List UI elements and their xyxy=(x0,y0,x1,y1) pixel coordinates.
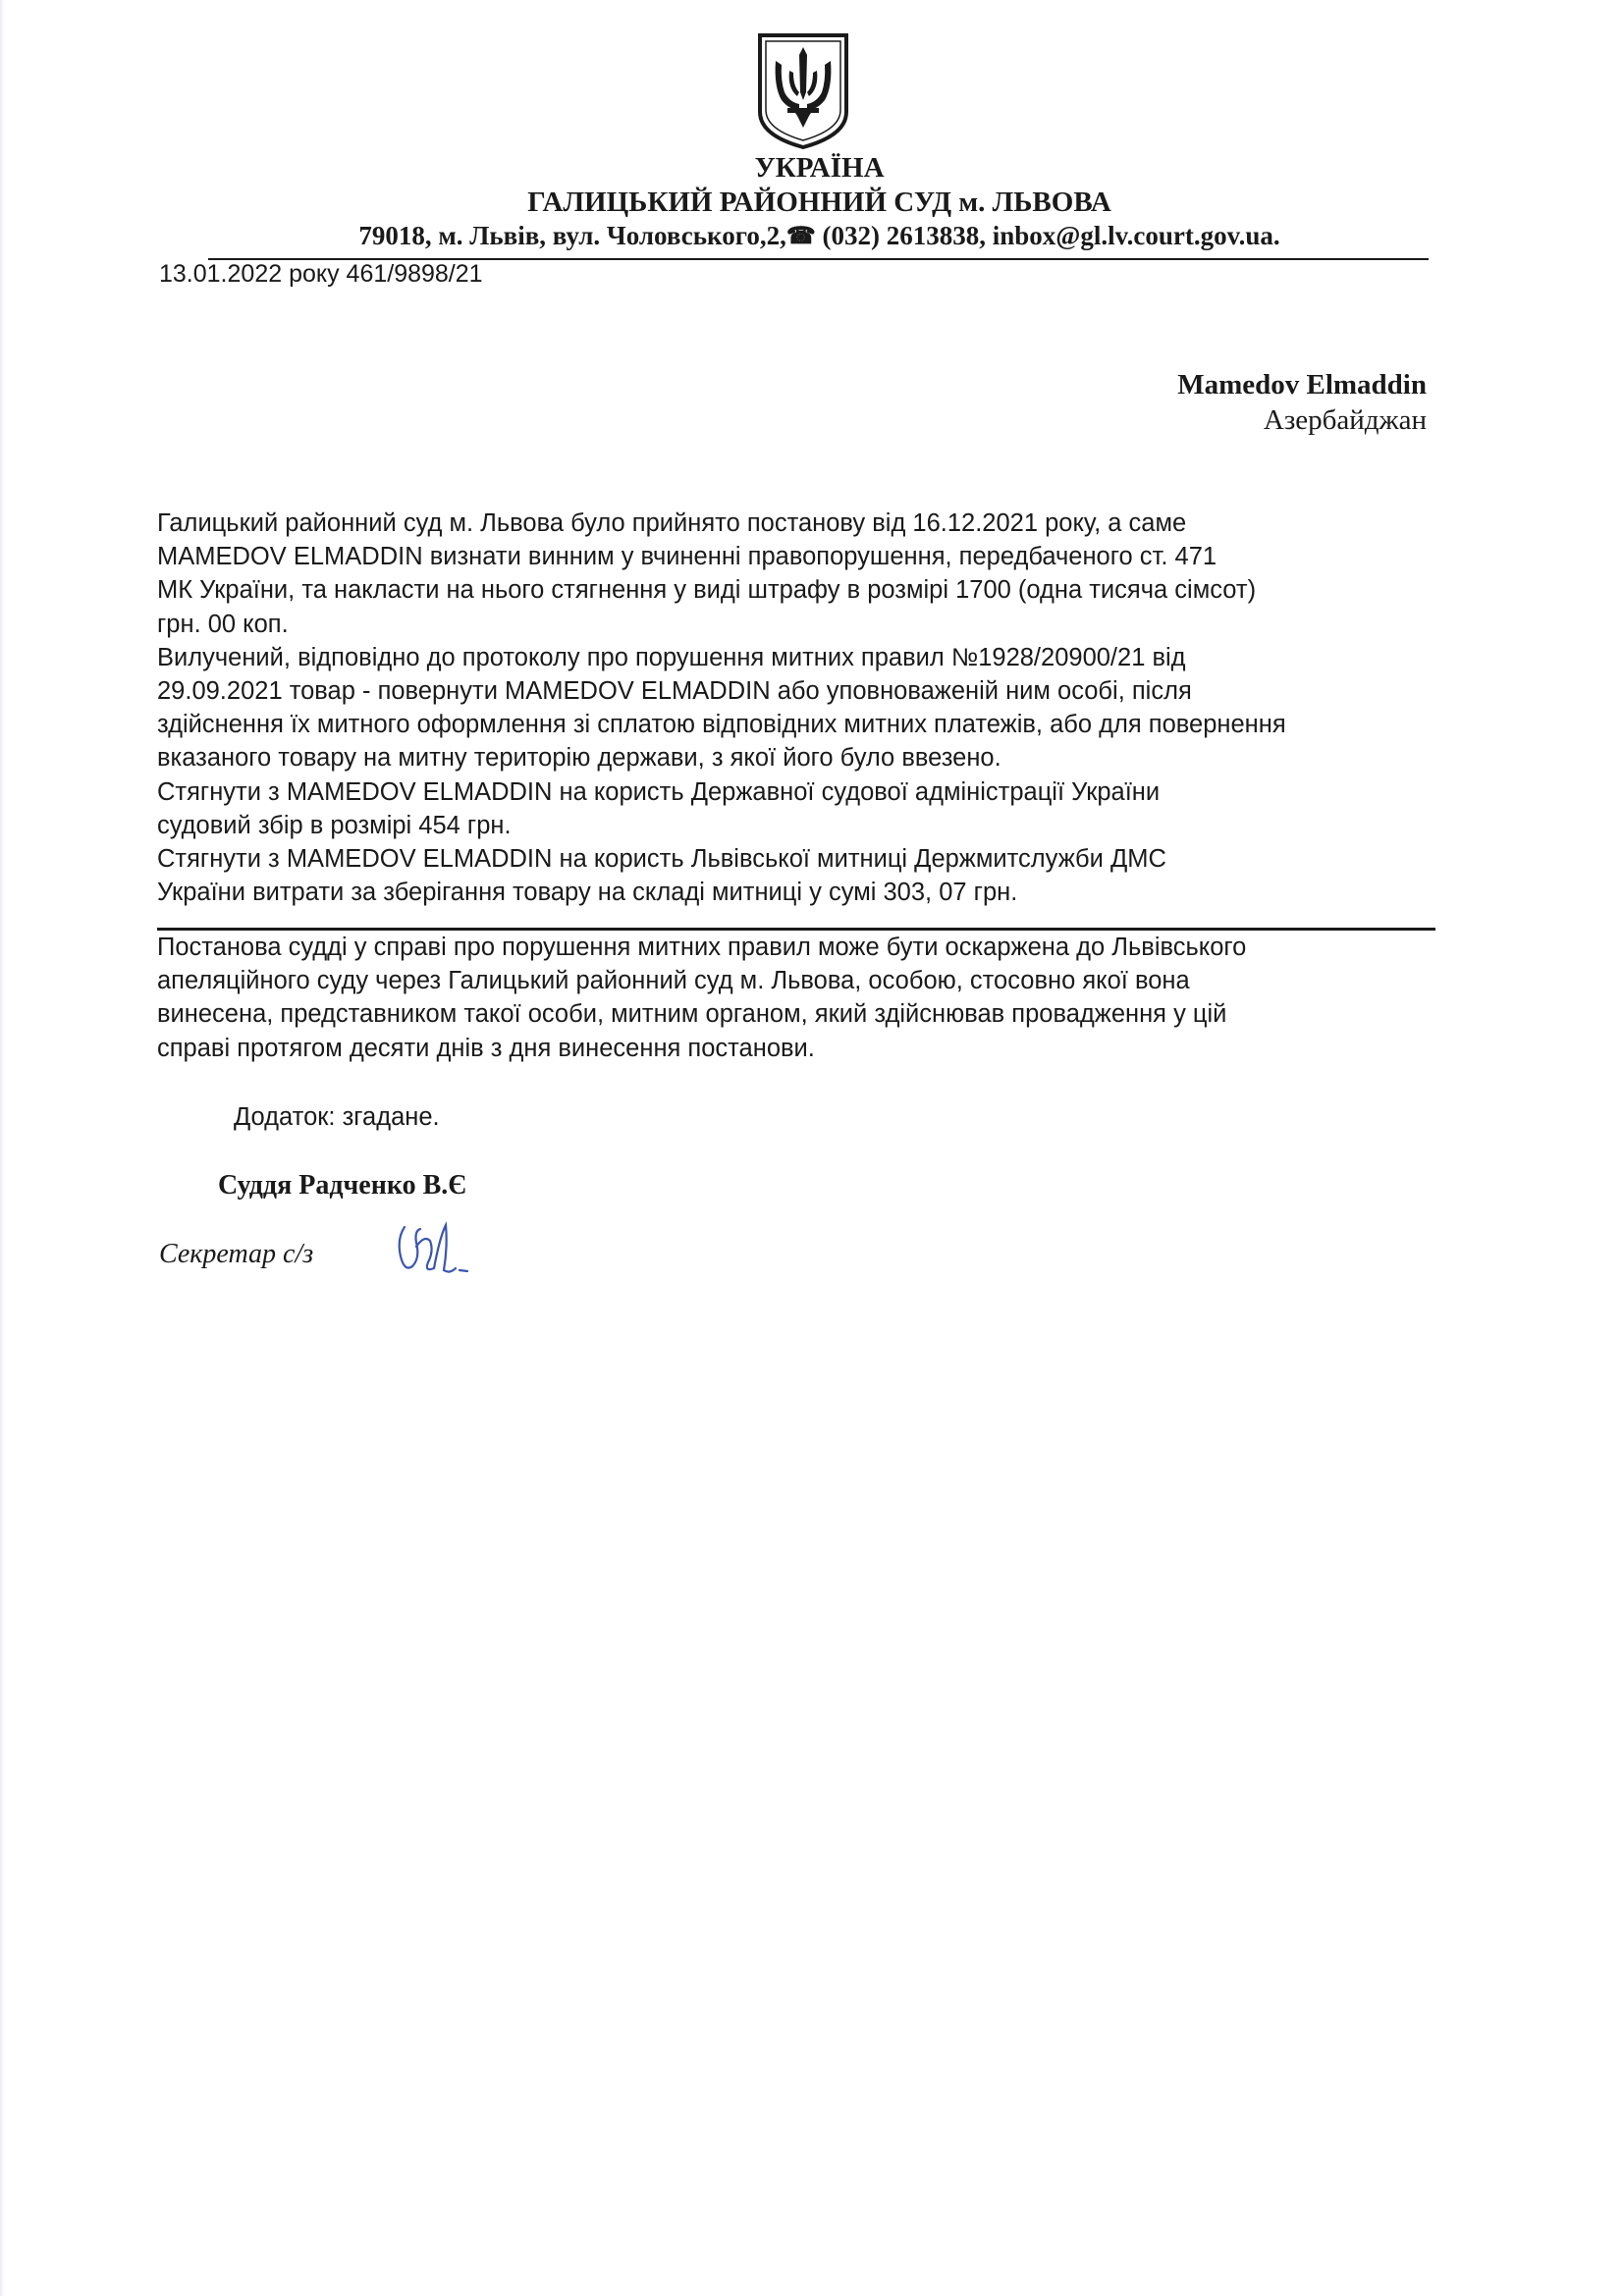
appeal-line: апеляційного суду через Галицький районний суд м. Львова, особою, стосовно якої вона xyxy=(157,967,1190,995)
appeal-line: винесена, представником такої особи, митним органом, який здійснював провадження у цій xyxy=(157,1000,1227,1029)
recipient-country: Азербайджан xyxy=(1263,404,1427,436)
address-end: (032) 2613838, inbox@gl.lv.court.gov.ua. xyxy=(815,221,1280,250)
recipient-name: Mamedov Elmaddin xyxy=(1177,369,1427,400)
court-name: ГАЛИЦЬКИЙ РАЙОННИЙ СУД м. ЛЬВОВА xyxy=(527,187,1111,218)
document-reference: 13.01.2022 року 461/9898/21 xyxy=(159,260,483,288)
scan-edge-shadow xyxy=(0,0,4,2296)
decision-text xyxy=(157,507,1434,909)
decision-line: судовий збір в розмірі 454 грн. xyxy=(157,811,512,839)
coat-of-arms-icon xyxy=(754,31,852,151)
decision-line: України витрати за зберігання товару на складі митниці у сумі 303, 07 грн. xyxy=(157,879,1018,907)
attachment-note: Додаток: згадане. xyxy=(234,1103,440,1131)
address-start: 79018, м. Львів, вул. Чоловського,2, xyxy=(358,221,786,250)
country-title: УКРАЇНА xyxy=(754,152,885,184)
decision-line: 29.09.2021 товар - повернути MAMEDOV ELMADDIN або уповноваженій ним особі, після xyxy=(157,676,1192,705)
decision-line: МК України, та накласти на нього стягнення у виді штрафу в розмірі 1700 (одна тисяча сімсот) xyxy=(157,576,1257,605)
decision-line: MAMEDOV ELMADDIN визнати винним у вчиненні правопорушення, передбаченого ст. 471 xyxy=(157,543,1217,571)
decision-line: вказаного товару на митну територію держави, з якої його було ввезено. xyxy=(157,744,1001,773)
decision-line: Стягнути з MAMEDOV ELMADDIN на користь Львівської митниці Держмитслужби ДМС xyxy=(157,844,1166,873)
court-address xyxy=(8,221,1623,251)
decision-line: Вилучений, відповідно до протоколу про порушення митних правил №1928/20900/21 від xyxy=(157,643,1186,671)
decision-line: грн. 00 коп. xyxy=(157,610,289,638)
decision-line: Стягнути з MAMEDOV ELMADDIN на користь Державної судової адміністрації України xyxy=(157,777,1161,806)
secretary-label: Секретар с/з xyxy=(159,1239,314,1269)
phone-icon: ☎ xyxy=(785,224,816,249)
appeal-text xyxy=(157,931,1434,1065)
decision-line: здійснення їх митного оформлення зі сплатою відповідних митних платежів, або для повернення xyxy=(157,711,1286,739)
appeal-line: справі протягом десяти днів з дня винесення постанови. xyxy=(157,1034,815,1062)
recipient-block xyxy=(1177,367,1427,438)
signature-icon xyxy=(391,1217,485,1288)
decision-line: Галицький районний суд м. Львова було прийнято постанову від 16.12.2021 року, а саме xyxy=(157,509,1187,537)
appeal-line: Постанова судді у справі про порушення митних правил може бути оскаржена до Львівського xyxy=(157,934,1247,961)
judge-name: Суддя Радченко В.Є xyxy=(218,1170,467,1201)
